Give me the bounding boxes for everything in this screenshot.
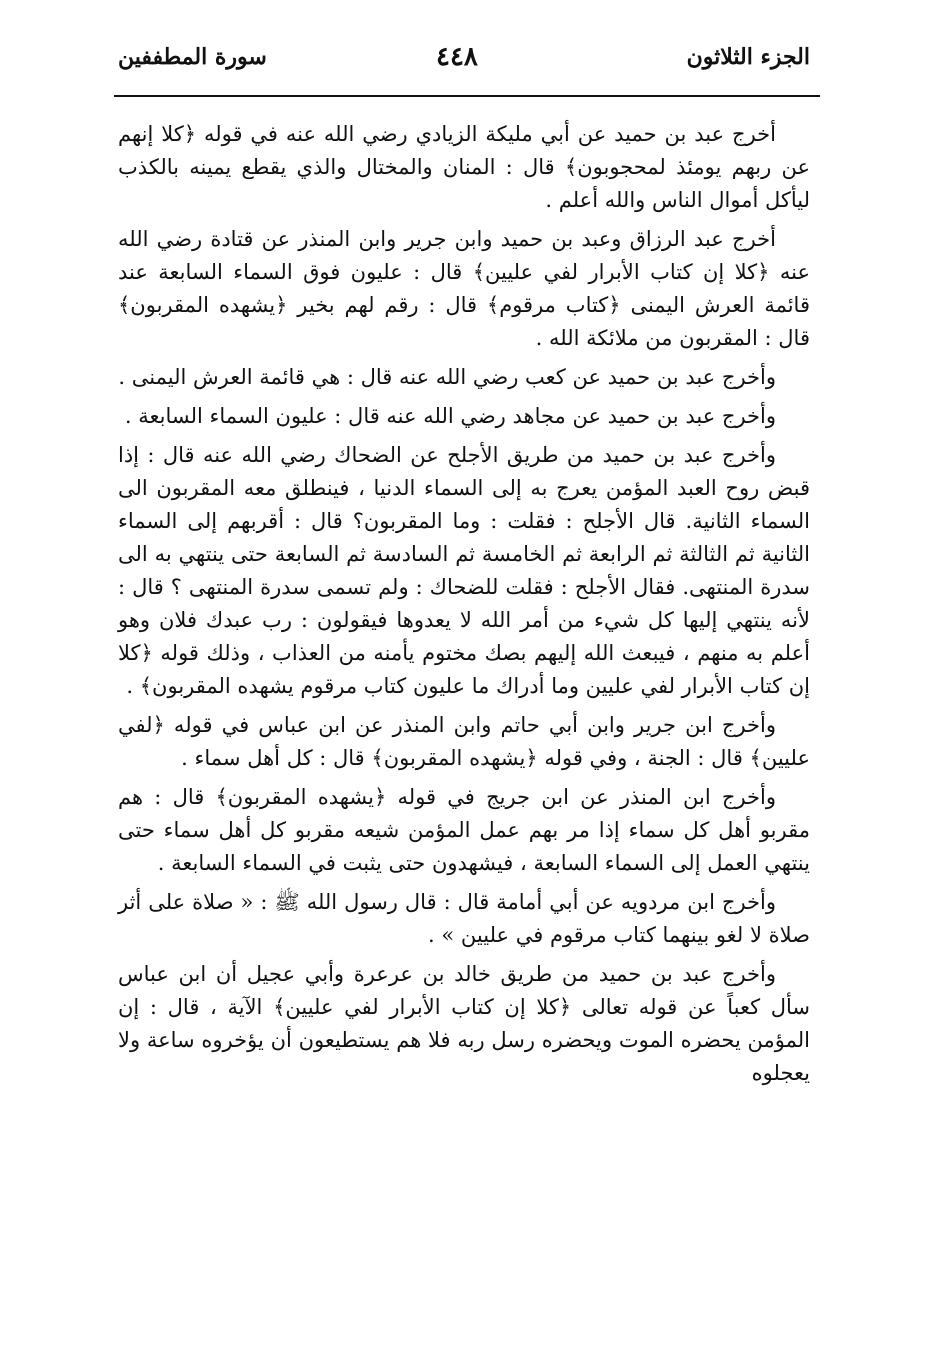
- part-label: الجزء الثلاثون: [686, 44, 810, 70]
- page-header: [118, 44, 810, 84]
- paragraph: وأخرج عبد بن حميد من طريق خالد بن عرعرة وأبي عجيل أن ابن عباس سأل كعباً عن قوله تعالى ﴿كلا إن كتاب الأبرار لفي عليين﴾ الآية ، قال : إن المؤمن يحضره الموت ويحضره رسل ربه فلا هم يستطيعون أن يؤخروه ساعة ولا يعجلوه: [118, 962, 810, 1085]
- paragraph: وأخرج ابن مردويه عن أبي أمامة قال : قال رسول الله ﷺ : « صلاة على أثر صلاة لا لغو بينهما كتاب مرقوم في عليين » .: [118, 890, 810, 947]
- body-text: [118, 118, 810, 1096]
- surah-label: سورة المطففين: [118, 44, 267, 70]
- paragraph: وأخرج ابن جرير وابن أبي حاتم وابن المنذر عن ابن عباس في قوله ﴿لفي عليين﴾ قال : الجنة ، وفي قوله ﴿يشهده المقربون﴾ قال : كل أهل سماء .: [118, 713, 810, 770]
- paragraph: وأخرج عبد بن حميد عن مجاهد رضي الله عنه قال : عليون السماء السابعة .: [124, 404, 776, 428]
- page-number: ٤٤٨: [436, 42, 478, 72]
- paragraph: وأخرج عبد بن حميد من طريق الأجلح عن الضحاك رضي الله عنه قال : إذا قبض روح العبد المؤمن يعرج به إلى السماء الدنيا ، فينطلق معه المقربون الى السماء الثانية. قال الأجلح : فقلت : وما المقربون؟ قال : أقربهم إلى السماء الثانية ثم الثالثة ثم الرابعة ثم الخامسة ثم السادسة ثم السابعة حتى ينتهي به الى سدرة المنتهى. فقال الأجلح : فقلت للضحاك : ولم تسمى سدرة المنتهى ؟ قال : لأنه ينتهي إليها كل شيء من أمر الله لا يعدوها فيقولون : رب عبدك فلان وهو أعلم به منهم ، فيبعث الله إليهم بصك مختوم يأمنه من العذاب ، وذلك قوله ﴿كلا إن كتاب الأبرار لفي عليين وما أدراك ما عليون كتاب مرقوم يشهده المقربون﴾ .: [118, 443, 810, 698]
- paragraph: وأخرج عبد بن حميد عن كعب رضي الله عنه قال : هي قائمة العرش اليمنى .: [118, 365, 776, 389]
- header-divider: [114, 95, 820, 97]
- paragraph: أخرج عبد بن حميد عن أبي مليكة الزيادي رضي الله عنه في قوله ﴿كلا إنهم عن ربهم يومئذ لمحجوبون﴾ قال : المنان والمختال والذي يقطع يمينه بالكذب ليأكل أموال الناس والله أعلم .: [118, 122, 810, 212]
- paragraph: وأخرج ابن المنذر عن ابن جريج في قوله ﴿يشهده المقربون﴾ قال : هم مقربو أهل كل سماء إذا مر بهم عمل المؤمن شيعه مقربو كل أهل سماء حتى ينتهي العمل إلى السماء السابعة ، فيشهدون حتى يثبت في السماء السابعة .: [118, 785, 810, 875]
- paragraph: أخرج عبد الرزاق وعبد بن حميد وابن جرير وابن المنذر عن قتادة رضي الله عنه ﴿كلا إن كتاب الأبرار لفي عليين﴾ قال : عليون فوق السماء السابعة عند قائمة العرش اليمنى ﴿كتاب مرقوم﴾ قال : رقم لهم بخير ﴿يشهده المقربون﴾ قال : المقربون من ملائكة الله .: [118, 227, 810, 350]
